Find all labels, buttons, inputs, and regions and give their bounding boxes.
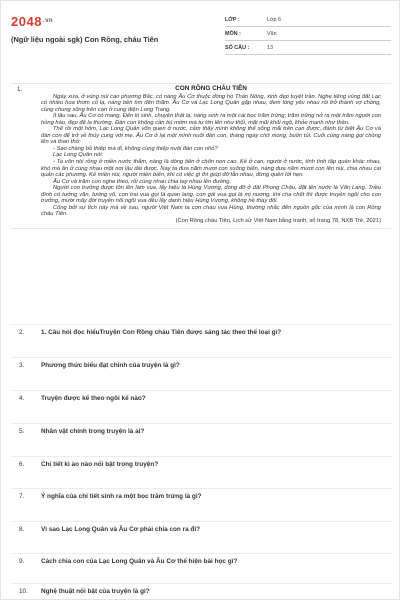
- passage-paragraph: Âu Cơ và trăm con nghe theo, rồi cùng nhau chia tay nhau lên đường.: [53, 178, 232, 185]
- question-row[interactable]: 3. Phương thức biểu đạt chính của truyện là gì?: [11, 357, 391, 375]
- passage-paragraph: Thế rồi một hôm, Lạc Long Quân vốn quen ở nước, cảm thấy mình không thể sống mãi trên cạn được, đành từ biệt Âu Cơ và đàn con để trở về thủy cung với mẹ. Âu Cơ ở lại một mình nuôi đàn con, tháng ngày chờ mong, buồn tủi. Cuối cùng nàng gọi chồng lên và than thở:: [41, 126, 381, 146]
- question-row[interactable]: 9. Cách chia con của Lạc Long Quân và Âu Cơ thể hiện bài học gì?: [11, 553, 391, 571]
- question-row[interactable]: 8. Vì sao Lạc Long Quân và Âu Cơ phải chia con ra đi?: [11, 521, 391, 539]
- page-subtitle: (Ngữ liệu ngoài sgk) Con Rồng, cháu Tiên: [11, 35, 159, 44]
- passage-paragraph: Người con trưởng được tôn lên làm vua, lấy hiệu là Hùng Vương, đóng đô ở đất Phong Châu, đặt tên nước là Văn Lang. Triều đình có tướng văn, tướng võ, con trai vua gọi là quan lang, con gái vua gọi là mị nương, khi cha chết thì được truyền ngôi cho con trưởng, mười mấy đời truyền nối ngôi vua đều lấy danh hiệu Hùng Vương, không hề thay đổi.: [41, 185, 381, 205]
- passage-paragraph: - Sao chàng bỏ thiếp mà đi, không cùng thiếp nuôi đàn con nhỏ?: [53, 145, 218, 152]
- passage-paragraph: - Ta vốn nòi rồng ở miền nước thẳm, nàng là dòng tiên ở chốn non cao. Kẻ ở cạn, người ở nước, tính tình tập quán khác nhau, khó mà ăn ở cùng nhau một nơi lâu dài được. Nay ta đưa năm mươi con xuống biển, nàng đưa năm mươi con lên núi, chia nhau cai quản các phương. Kẻ miền núi, người miền biển, khi có việc gì thì giúp đỡ lẫn nhau, đừng quên lời hẹn.: [41, 159, 381, 179]
- passage-paragraph: Cũng bởi sự tích này mà về sau, người Việt Nam ta con cháu vua Hùng, thường nhắc đến nguồn gốc của mình là con Rồng cháu Tiên.: [41, 204, 381, 218]
- question-row[interactable]: 5. Nhân vật chính trong truyện là ai?: [11, 423, 391, 441]
- header: [11, 13, 391, 57]
- reading-passage: [41, 86, 381, 224]
- question-row[interactable]: 7. Ý nghĩa của chi tiết sinh ra một bọc trăm trứng là gì?: [11, 488, 391, 506]
- meta-table: [225, 13, 391, 55]
- question-row[interactable]: 2. 1. Câu hỏi đọc hiểuTruyện Con Rồng cháu Tiên được sáng tác theo thể loại gì?: [11, 324, 391, 342]
- site-logo[interactable]: $2048^{.vn}$: [11, 14, 54, 29]
- question-row[interactable]: 6. Chi tiết kì ảo nào nổi bật trong truyện?: [11, 456, 391, 474]
- passage-paragraph: Lạc Long Quân nói:: [53, 152, 104, 159]
- question-1-passage: 1. CON RỒNG CHÁU TIÊN Ngày xưa, ở vùng núi cao phương Bắc, có nàng Âu Cơ thuộc dòng họ Thần Nông, xinh đẹp tuyệt trần. Nghe tiếng vùng đất Lạc có nhiều hoa thơm cỏ lạ, nàng bèn tìm đến thăm. Âu Cơ và Lạc Long Quân gặp nhau, đem lòng yêu nhau rồi trở thành vợ chồng, cùng chung sống trên cạn ở cung điện Long Trang. Ít lâu sau, Âu Cơ có mang. Đến kì sinh, chuyện thật lạ, nàng sinh ra một cái bọc trăm trứng; trăm trứng nở ra một trăm người con hồng hào, đẹp đẽ lạ thường. Đàn con không cần bú mớm mà tự lớn lên như thổi, mặt mũi khôi ngô, khỏe mạnh như thần. Thế rồi một hôm, Lạc Long Quân vốn quen ở nước, cảm thấy mình không thể sống mãi trên cạn được, đành từ biệt Âu Cơ và đàn con để trở về thủy cung với mẹ. Âu Cơ ở lại một mình nuôi đàn con, tháng ngày chờ mong, buồn tủi. Cuối cùng nàng gọi chồng lên và than thở: - Sao chàng bỏ thiếp mà đi, không cùng thiếp nuôi đàn con nhỏ? Lạc Long Quân nói: - Ta vốn nòi rồng ở miền nước thẳm, nàng là dòng tiên ở chốn non cao. Kẻ ở cạn, người ở nước, tính tình tập quán khác nhau, khó mà ăn ở cùng nhau một nơi lâu dài được. Nay ta đưa năm mươi con xuống biển, nàng đưa năm mươi con lên núi, chia nhau cai quản các phương. Kẻ miền núi, người miền biển, khi có việc gì thì giúp đỡ lẫn nhau, đừng quên lời hẹn. Âu Cơ và trăm con nghe theo, rồi cùng nhau chia tay nhau lên đường. Người con trưởng được tôn lên làm vua, lấy hiệu là Hùng Vương, đóng đô ở đất Phong Châu, đặt tên nước là Văn Lang. Triều đình có tướng văn, tướng võ, con trai vua gọi là quan lang, con gái vua gọi là mị nương, khi cha chết thì được truyền ngôi cho con trưởng, mười mấy đời truyền nối ngôi vua đều lấy danh hiệu Hùng Vương, không hề thay đổi. Cũng bởi sự tích này mà về sau, người Việt Nam ta con cháu vua Hùng, thường nhắc đến nguồn gốc của mình là con Rồng cháu Tiên. (Con Rồng cháu Tiên, Lịch sử Việt Nam bằng tranh, số trang 78, NXB Trẻ, 2021): [11, 83, 391, 229]
- question-row[interactable]: 4. Truyện được kể theo ngôi kể nào?: [11, 390, 391, 408]
- question-row[interactable]: 10. Nghệ thuật nổi bật của truyện là gì?: [11, 583, 391, 600]
- passage-source: (Con Rồng cháu Tiên, Lịch sử Việt Nam bằng tranh, số trang 78, NXB Trẻ, 2021): [175, 217, 381, 224]
- passage-paragraph: Ngày xưa, ở vùng núi cao phương Bắc, có nàng Âu Cơ thuộc dòng họ Thần Nông, xinh đẹp tuyệt trần. Nghe tiếng vùng đất Lạc có nhiều hoa thơm cỏ lạ, nàng bèn tìm đến thăm. Âu Cơ và Lạc Long Quân gặp nhau, đem lòng yêu nhau rồi trở thành vợ chồng, cùng chung sống trên cạn ở cung điện Long Trang.: [41, 93, 381, 113]
- passage-paragraph: Ít lâu sau, Âu Cơ có mang. Đến kì sinh, chuyện thật lạ, nàng sinh ra một cái bọc trăm trứng; trăm trứng nở ra một trăm người con hồng hào, đẹp đẽ lạ thường. Đàn con không cần bú mớm mà tự lớn lên như thổi, mặt mũi khôi ngô, khỏe mạnh như thần.: [41, 113, 381, 126]
- meta-row-count: SỐ CÂU : 13: [225, 41, 391, 55]
- meta-row-subject: MÔN : Văn: [225, 27, 391, 41]
- passage-title: CON RỒNG CHÁU TIÊN: [175, 85, 247, 92]
- meta-row-grade: LỚP : Lớp 6: [225, 13, 391, 27]
